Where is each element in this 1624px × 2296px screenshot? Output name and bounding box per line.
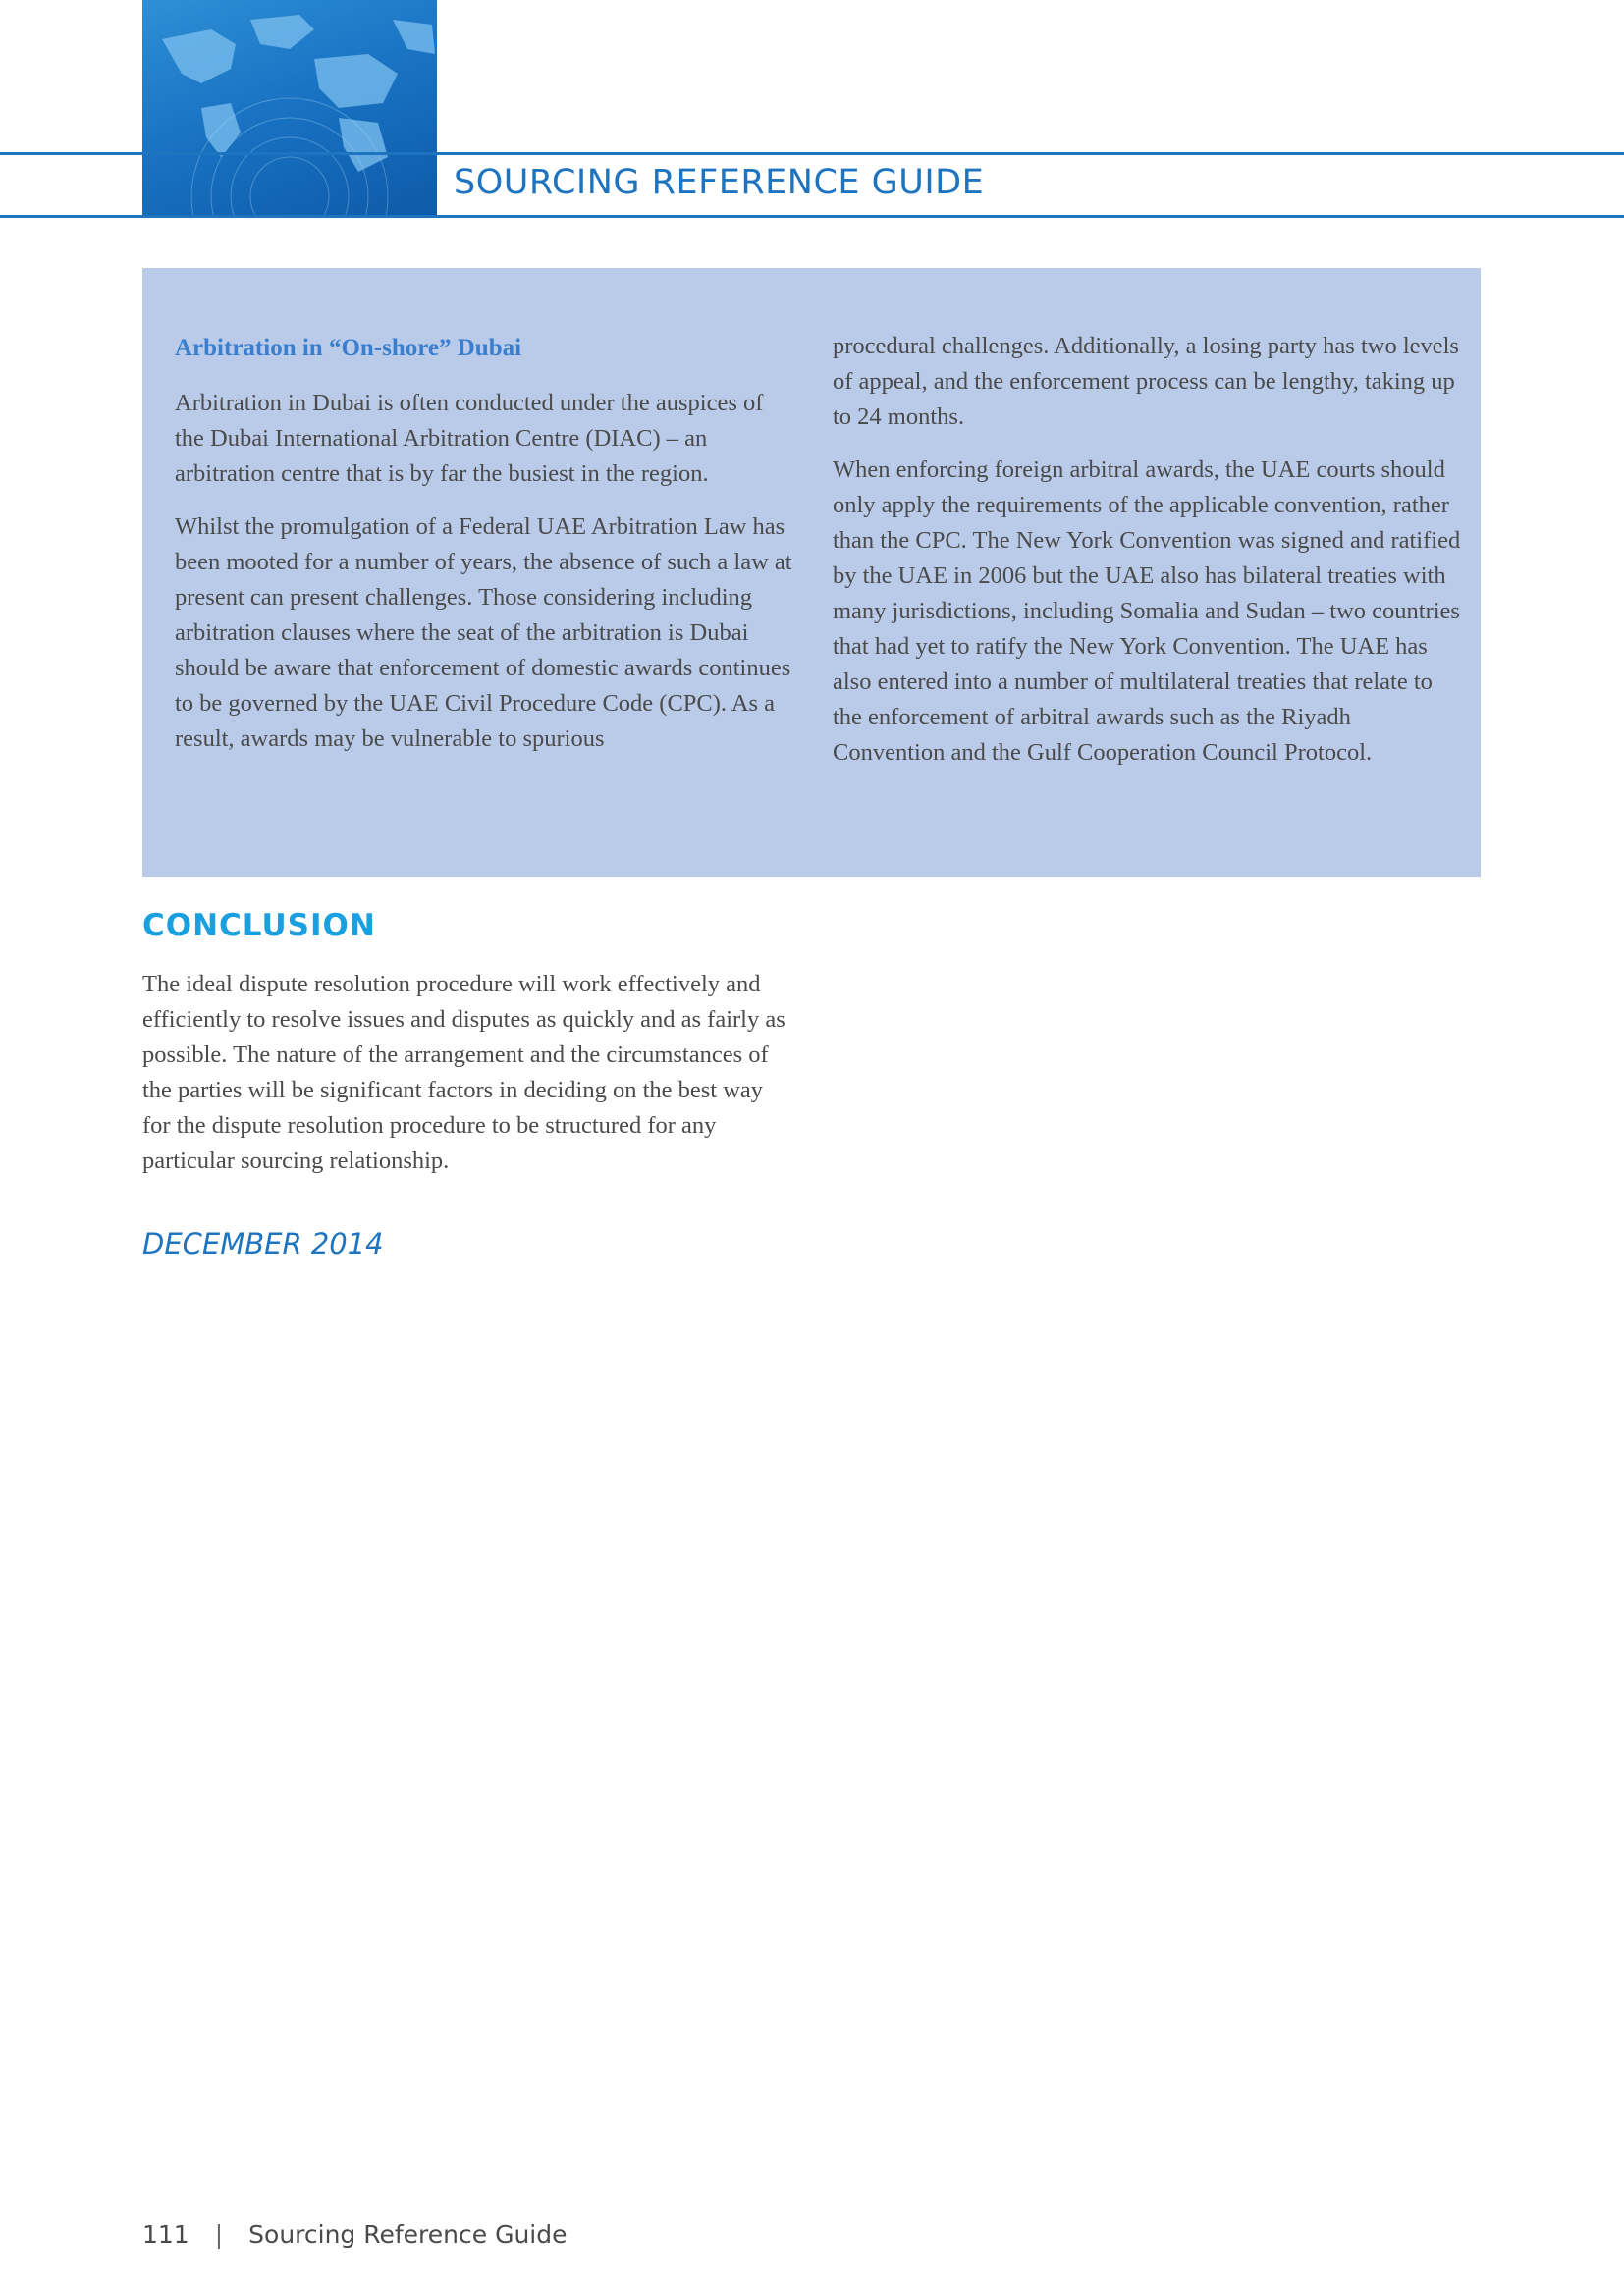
footer-separator: |: [214, 2220, 224, 2249]
arbitration-sidebar-box: [142, 268, 1481, 877]
world-map-icon: [142, 0, 437, 218]
header-title: SOURCING REFERENCE GUIDE: [454, 163, 985, 202]
box-left-column: [175, 386, 793, 757]
box-paragraph: procedural challenges. Additionally, a losing party has two levels of appeal, and the enforcement process can be lengthy, taking up to 24 months.: [833, 333, 1459, 430]
box-paragraph: Arbitration in Dubai is often conducted under the auspices of the Dubai International Arbitration Centre (DIAC) – an arbitration centre that is by far the busiest in the region.: [175, 390, 764, 487]
header-world-map-image: [142, 0, 437, 218]
conclusion-text: The ideal dispute resolution procedure will work effectively and efficiently to resolve issues and disputes as quickly and as fairly as possible. The nature of the arrangement and the circumstances of the parties will be significant factors in deciding on the best way for the dispute resolution procedure to be structured for any particular sourcing relationship.: [142, 971, 785, 1174]
conclusion-heading: CONCLUSION: [142, 908, 376, 943]
box-paragraph: When enforcing foreign arbitral awards, the UAE courts should only apply the requirements of the applicable convention, rather than the CPC. The New York Convention was signed and ratified by the UAE in 2006 but the UAE also has bilateral treaties with many jurisdictions, including Somalia and Sudan – two countries that had yet to ratify the New York Convention. The UAE has also entered into a number of multilateral treaties that relate to the enforcement of arbitral awards such as the Riyadh Convention and the Gulf Cooperation Council Protocol.: [833, 456, 1461, 766]
page-footer: [142, 2220, 568, 2249]
header-top-rule: [0, 152, 1624, 155]
box-right-column: [833, 329, 1461, 771]
page-number: 111: [142, 2220, 189, 2249]
publication-date: DECEMBER 2014: [142, 1227, 384, 1260]
footer-label: Sourcing Reference Guide: [248, 2220, 568, 2249]
box-heading: Arbitration in “On-shore” Dubai: [175, 335, 522, 361]
box-paragraph: Whilst the promulgation of a Federal UAE Arbitration Law has been mooted for a number of years, the absence of such a law at present can present challenges. Those considering including arbitration clauses where the seat of the arbitration is Dubai should be aware that enforcement of domestic awards continues to be governed by the UAE Civil Procedure Code (CPC). As a result, awards may be vulnerable to spurious: [175, 513, 792, 752]
header-bottom-rule: [0, 215, 1624, 218]
